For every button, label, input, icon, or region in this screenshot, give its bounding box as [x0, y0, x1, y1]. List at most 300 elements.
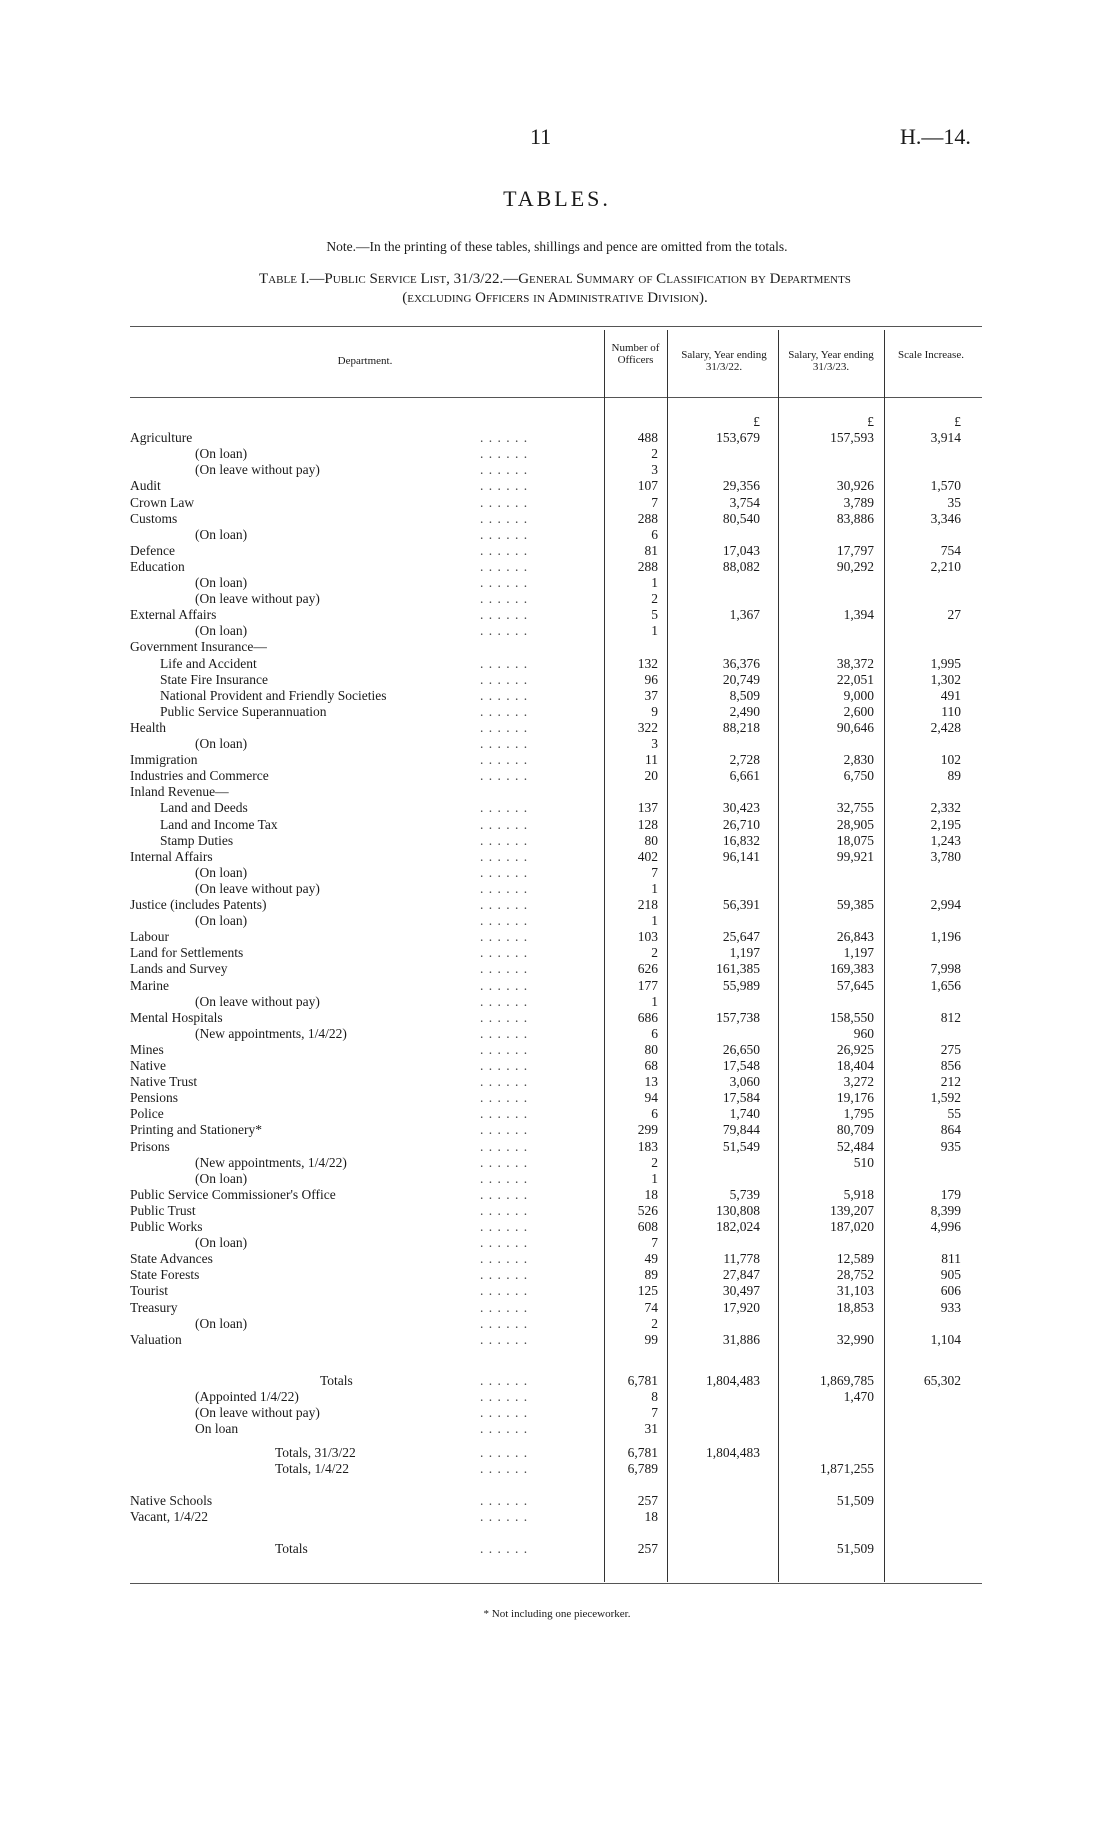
- officer-count: 132: [637, 655, 658, 671]
- table-row: [0, 865, 1114, 881]
- officer-count: 2: [651, 1154, 658, 1170]
- officer-count: 18: [644, 1509, 658, 1524]
- table-row: [0, 559, 1114, 575]
- salary-1923: 18,404: [836, 1058, 874, 1073]
- table-row: [0, 672, 1114, 688]
- table-row: [0, 1251, 1114, 1267]
- salary-1922: 17,920: [722, 1299, 760, 1315]
- table-row: [0, 1316, 1114, 1332]
- officer-count: 7: [651, 864, 658, 880]
- department-name: Agriculture: [130, 430, 193, 446]
- department-name: Totals, 1/4/22: [275, 1461, 350, 1476]
- officer-count: 99: [644, 1331, 658, 1347]
- leader-dots: . . . . . .: [480, 1186, 529, 1202]
- salary-1922: 26,710: [722, 816, 760, 832]
- leader-dots: . . . . . .: [480, 1315, 529, 1331]
- leader-dots: . . . . . .: [480, 1090, 529, 1106]
- table-row: [0, 1235, 1114, 1251]
- leader-dots: . . . . . .: [480, 800, 529, 816]
- header-salary-1922: Salary, Year ending 31/3/22.: [681, 349, 767, 373]
- table-row: [0, 414, 1114, 430]
- officer-count: 137: [637, 800, 658, 816]
- printing-note: Note.—In the printing of these tables, shillings and pence are omitted from the totals.: [326, 239, 788, 254]
- department-name: Public Service Superannuation: [160, 703, 327, 719]
- officer-count: 6,781: [627, 1373, 658, 1388]
- salary-1923: 1,871,255: [820, 1461, 874, 1476]
- document-reference: H.—14.: [900, 124, 971, 149]
- leader-dots: . . . . . .: [480, 446, 529, 462]
- leader-dots: . . . . . .: [480, 1283, 529, 1299]
- department-name: Audit: [130, 478, 161, 494]
- officer-count: 626: [637, 961, 658, 977]
- officer-count: 1: [651, 623, 658, 639]
- officer-count: 37: [644, 687, 658, 703]
- salary-1922: 17,584: [722, 1090, 760, 1106]
- table-row: [0, 833, 1114, 849]
- table-row: [0, 752, 1114, 768]
- leader-dots: . . . . . .: [480, 864, 529, 880]
- leader-dots: . . . . . .: [480, 1251, 529, 1267]
- table-row: [0, 1405, 1114, 1421]
- table-row: [0, 800, 1114, 816]
- scale-increase: 856: [940, 1058, 961, 1073]
- table-row: [0, 784, 1114, 800]
- salary-1923: 18,853: [836, 1299, 874, 1315]
- table-row: [0, 817, 1114, 833]
- salary-1922: 30,423: [722, 800, 760, 816]
- department-name: Mental Hospitals: [130, 1009, 223, 1025]
- table-bottom-rule: [130, 1583, 982, 1584]
- officer-count: 74: [644, 1299, 658, 1315]
- leader-dots: . . . . . .: [480, 526, 529, 542]
- table-row: [0, 1421, 1114, 1437]
- department-name: Lands and Survey: [130, 961, 228, 977]
- officer-count: 299: [637, 1122, 658, 1138]
- leader-dots: . . . . . .: [480, 1461, 529, 1476]
- table-row: [0, 543, 1114, 559]
- leader-dots: . . . . . .: [480, 1421, 529, 1436]
- table-row: [0, 1493, 1114, 1509]
- leader-dots: . . . . . .: [480, 494, 529, 510]
- department-name: Defence: [130, 542, 175, 558]
- department-name: Industries and Commerce: [130, 768, 269, 784]
- leader-dots: . . . . . .: [480, 671, 529, 687]
- table-row: [0, 478, 1114, 494]
- leader-dots: . . . . . .: [480, 993, 529, 1009]
- salary-1922: 1,367: [729, 607, 760, 623]
- scale-increase: 55: [947, 1106, 961, 1122]
- officer-count: 2: [651, 591, 658, 607]
- department-name: Land and Income Tax: [160, 816, 278, 832]
- leader-dots: . . . . . .: [480, 607, 529, 623]
- scale-increase: 812: [940, 1009, 961, 1025]
- table-row: [0, 897, 1114, 913]
- table-row: [0, 1267, 1114, 1283]
- salary-1922: £: [753, 414, 760, 429]
- leader-dots: . . . . . .: [480, 1509, 529, 1524]
- leader-dots: . . . . . .: [480, 575, 529, 590]
- salary-1922: 1,197: [729, 945, 760, 961]
- salary-1923: 51,509: [836, 1493, 874, 1508]
- salary-1923: 80,709: [836, 1122, 874, 1138]
- officer-count: 3: [651, 736, 658, 751]
- department-name: Public Service Commissioner's Office: [130, 1186, 336, 1202]
- table-row: [0, 1090, 1114, 1106]
- scale-increase: 35: [947, 494, 961, 510]
- salary-1923: 51,509: [836, 1541, 874, 1556]
- department-name: Totals: [275, 1541, 308, 1556]
- officer-count: 257: [637, 1493, 658, 1508]
- salary-1922: 1,804,483: [706, 1445, 760, 1460]
- officer-count: 31: [644, 1421, 658, 1436]
- officer-count: 1: [651, 913, 658, 929]
- scale-increase: 1,196: [930, 929, 961, 945]
- officer-count: 68: [644, 1058, 658, 1073]
- table-row: [0, 1332, 1114, 1348]
- department-name: Justice (includes Patents): [130, 897, 267, 912]
- table-row: [0, 1042, 1114, 1058]
- header-bottom-rule: [130, 397, 982, 398]
- salary-1922: 153,679: [716, 430, 760, 446]
- officer-count: 7: [651, 494, 658, 510]
- salary-1922: 26,650: [722, 1041, 760, 1057]
- leader-dots: . . . . . .: [480, 1219, 529, 1234]
- officer-count: 80: [644, 832, 658, 848]
- table-row: [0, 945, 1114, 961]
- leader-dots: . . . . . .: [480, 1138, 529, 1154]
- scale-increase: 2,994: [930, 897, 961, 912]
- officer-count: 9: [651, 703, 658, 719]
- table-row: [0, 994, 1114, 1010]
- header-number-of-officers: Number of Officers: [611, 342, 660, 366]
- table-row: [0, 1026, 1114, 1042]
- leader-dots: . . . . . .: [480, 1025, 529, 1041]
- officer-count: 20: [644, 768, 658, 784]
- salary-1922: 20,749: [722, 671, 760, 687]
- table-row: [0, 575, 1114, 591]
- salary-1922: 31,886: [722, 1331, 760, 1347]
- leader-dots: . . . . . .: [480, 736, 529, 751]
- salary-1923: 510: [853, 1154, 874, 1170]
- salary-1922: 157,738: [716, 1009, 760, 1025]
- salary-1922: 1,740: [729, 1106, 760, 1122]
- salary-1922: 8,509: [729, 687, 760, 703]
- scale-increase: 27: [947, 607, 961, 623]
- officer-count: 2: [651, 1315, 658, 1331]
- salary-1923: 28,905: [836, 816, 874, 832]
- officer-count: 183: [637, 1138, 658, 1154]
- table-row: [0, 1139, 1114, 1155]
- department-name: Native: [130, 1058, 166, 1073]
- department-name: State Forests: [130, 1267, 200, 1283]
- department-name: Land for Settlements: [130, 945, 244, 961]
- table-row: [0, 1171, 1114, 1187]
- scale-increase: 1,243: [930, 832, 961, 848]
- scale-increase: 933: [940, 1299, 961, 1315]
- officer-count: 6: [651, 526, 658, 542]
- table-row: [0, 736, 1114, 752]
- department-name: Mines: [130, 1041, 164, 1057]
- officer-count: 288: [637, 558, 658, 574]
- salary-1922: 88,082: [722, 558, 760, 574]
- table-row: [0, 1203, 1114, 1219]
- officer-count: 103: [637, 929, 658, 945]
- scale-increase: 1,995: [930, 655, 961, 671]
- table-row: [0, 511, 1114, 527]
- salary-1923: 5,918: [843, 1186, 874, 1202]
- leader-dots: . . . . . .: [480, 542, 529, 558]
- officer-count: 6,781: [627, 1445, 658, 1460]
- leader-dots: . . . . . .: [480, 1154, 529, 1170]
- salary-1923: 22,051: [836, 671, 874, 687]
- officer-count: 218: [637, 897, 658, 912]
- salary-1923: 187,020: [830, 1219, 874, 1234]
- scale-increase: 811: [941, 1251, 961, 1267]
- salary-1922: 29,356: [722, 478, 760, 494]
- department-name: (On loan): [195, 913, 248, 929]
- leader-dots: . . . . . .: [480, 1235, 529, 1251]
- leader-dots: . . . . . .: [480, 961, 529, 977]
- officer-count: 488: [637, 430, 658, 446]
- table-row: [0, 1155, 1114, 1171]
- table-row: [0, 1074, 1114, 1090]
- salary-1923: 26,925: [836, 1041, 874, 1057]
- scale-increase: 7,998: [930, 961, 961, 977]
- scale-increase: 864: [940, 1122, 961, 1138]
- page-title: TABLES.: [503, 186, 611, 211]
- officer-count: 11: [645, 752, 658, 768]
- scale-increase: 110: [941, 703, 961, 719]
- table-row: [0, 656, 1114, 672]
- department-name: (On loan): [195, 446, 248, 462]
- officer-count: 1: [651, 575, 658, 590]
- leader-dots: . . . . . .: [480, 913, 529, 929]
- leader-dots: . . . . . .: [480, 1267, 529, 1283]
- department-name: (On leave without pay): [195, 591, 320, 607]
- department-name: Native Schools: [130, 1493, 213, 1508]
- scale-increase: 8,399: [930, 1202, 961, 1218]
- officer-count: 7: [651, 1235, 658, 1251]
- table-row: [0, 527, 1114, 543]
- leader-dots: . . . . . .: [480, 929, 529, 945]
- scale-increase: 3,914: [930, 430, 961, 446]
- salary-1922: 30,497: [722, 1283, 760, 1299]
- salary-1922: 2,728: [729, 752, 760, 768]
- salary-1923: 3,789: [843, 494, 874, 510]
- department-name: (On leave without pay): [195, 993, 320, 1009]
- officer-count: 6: [651, 1025, 658, 1041]
- leader-dots: . . . . . .: [480, 1058, 529, 1073]
- table-row: [0, 961, 1114, 977]
- leader-dots: . . . . . .: [480, 1122, 529, 1138]
- leader-dots: . . . . . .: [480, 768, 529, 784]
- table-row: [0, 929, 1114, 945]
- salary-1923: 26,843: [836, 929, 874, 945]
- salary-1923: 3,272: [843, 1074, 874, 1090]
- salary-1922: 3,060: [729, 1074, 760, 1090]
- salary-1923: 169,383: [830, 961, 874, 977]
- table-row: [0, 978, 1114, 994]
- header-scale-increase: Scale Increase.: [898, 349, 964, 361]
- department-name: Police: [130, 1106, 164, 1122]
- scale-increase: 3,346: [930, 510, 961, 526]
- department-name: Health: [130, 719, 166, 735]
- officer-count: 1: [651, 880, 658, 896]
- leader-dots: . . . . . .: [480, 1493, 529, 1508]
- salary-1923: 1,869,785: [820, 1373, 874, 1388]
- scale-increase: 606: [940, 1283, 961, 1299]
- department-name: Vacant, 1/4/22: [130, 1509, 208, 1524]
- scale-increase: 275: [940, 1041, 961, 1057]
- leader-dots: . . . . . .: [480, 832, 529, 848]
- department-name: State Advances: [130, 1251, 213, 1267]
- department-name: (New appointments, 1/4/22): [195, 1025, 347, 1041]
- table-row: [0, 1122, 1114, 1138]
- salary-1923: 31,103: [836, 1283, 874, 1299]
- department-name: On loan: [195, 1421, 239, 1436]
- table-top-rule: [130, 326, 982, 327]
- department-name: (On loan): [195, 1170, 248, 1186]
- department-name: State Fire Insurance: [160, 671, 268, 687]
- officer-count: 125: [637, 1283, 658, 1299]
- officer-count: 322: [637, 719, 658, 735]
- leader-dots: . . . . . .: [480, 1074, 529, 1090]
- scale-increase: £: [954, 414, 961, 429]
- salary-1923: 90,646: [836, 719, 874, 735]
- scale-increase: 1,302: [930, 671, 961, 687]
- officer-count: 94: [644, 1090, 658, 1106]
- department-name: Government Insurance—: [130, 639, 267, 655]
- table-row: [0, 639, 1114, 655]
- salary-1922: 6,661: [729, 768, 760, 784]
- officer-count: 80: [644, 1041, 658, 1057]
- scale-increase: 2,210: [930, 558, 961, 574]
- salary-1923: 960: [853, 1025, 874, 1041]
- officer-count: 526: [637, 1202, 658, 1218]
- department-name: Inland Revenue—: [130, 784, 229, 800]
- leader-dots: . . . . . .: [480, 430, 529, 446]
- leader-dots: . . . . . .: [480, 1041, 529, 1057]
- salary-1923: 83,886: [836, 510, 874, 526]
- officer-count: 2: [651, 446, 658, 462]
- department-name: Treasury: [130, 1299, 178, 1315]
- table-row: [0, 1373, 1114, 1389]
- scale-increase: 935: [940, 1138, 961, 1154]
- department-name: (On loan): [195, 575, 248, 590]
- leader-dots: . . . . . .: [480, 462, 529, 478]
- leader-dots: . . . . . .: [480, 1405, 529, 1420]
- department-name: Education: [130, 558, 185, 574]
- leader-dots: . . . . . .: [480, 945, 529, 961]
- scale-increase: 1,570: [930, 478, 961, 494]
- department-name: Pensions: [130, 1090, 179, 1106]
- table-row: [0, 1058, 1114, 1074]
- salary-1922: 16,832: [722, 832, 760, 848]
- salary-1922: 5,739: [729, 1186, 760, 1202]
- department-name: National Provident and Friendly Societies: [160, 687, 387, 703]
- department-name: Tourist: [130, 1283, 169, 1299]
- scale-increase: 754: [940, 542, 961, 558]
- officer-count: 18: [644, 1186, 658, 1202]
- leader-dots: . . . . . .: [480, 848, 529, 864]
- leader-dots: . . . . . .: [480, 1373, 529, 1388]
- officer-count: 288: [637, 510, 658, 526]
- leader-dots: . . . . . .: [480, 478, 529, 494]
- leader-dots: . . . . . .: [480, 897, 529, 912]
- officer-count: 177: [637, 977, 658, 993]
- salary-1922: 88,218: [722, 719, 760, 735]
- salary-1922: 80,540: [722, 510, 760, 526]
- table-row: [0, 768, 1114, 784]
- footnote: * Not including one pieceworker.: [483, 1608, 631, 1620]
- salary-1922: 1,804,483: [706, 1373, 760, 1388]
- table-row: [0, 430, 1114, 446]
- table-row: [0, 607, 1114, 623]
- officer-count: 7: [651, 1405, 658, 1420]
- salary-1922: 161,385: [716, 961, 760, 977]
- scale-increase: 491: [940, 687, 961, 703]
- officer-count: 3: [651, 462, 658, 478]
- scale-increase: 905: [940, 1267, 961, 1283]
- table-row: [0, 1445, 1114, 1461]
- department-name: Labour: [130, 929, 169, 945]
- salary-1922: 96,141: [722, 848, 760, 864]
- scale-increase: 1,656: [930, 977, 961, 993]
- table-row: [0, 849, 1114, 865]
- officer-count: 107: [637, 478, 658, 494]
- officer-count: 257: [637, 1541, 658, 1556]
- salary-1923: 6,750: [843, 768, 874, 784]
- department-name: (On loan): [195, 864, 248, 880]
- salary-1923: 2,600: [843, 703, 874, 719]
- officer-count: 128: [637, 816, 658, 832]
- salary-1923: 57,645: [836, 977, 874, 993]
- table-row: [0, 881, 1114, 897]
- scale-increase: 1,592: [930, 1090, 961, 1106]
- salary-1923: 9,000: [843, 687, 874, 703]
- salary-1923: 32,990: [836, 1331, 874, 1347]
- scale-increase: 3,780: [930, 848, 961, 864]
- officer-count: 13: [644, 1074, 658, 1090]
- department-name: (On loan): [195, 1315, 248, 1331]
- officer-count: 6,789: [627, 1461, 658, 1476]
- department-name: Public Works: [130, 1219, 203, 1234]
- leader-dots: . . . . . .: [480, 558, 529, 574]
- officer-count: 6: [651, 1106, 658, 1122]
- leader-dots: . . . . . .: [480, 1170, 529, 1186]
- scale-increase: 65,302: [923, 1373, 961, 1388]
- department-name: Totals: [320, 1373, 353, 1388]
- salary-1922: 17,548: [722, 1058, 760, 1073]
- officer-count: 8: [651, 1389, 658, 1404]
- leader-dots: . . . . . .: [480, 1106, 529, 1122]
- table-title-line-2: (excluding Officers in Administrative Division).: [402, 290, 708, 306]
- department-name: Native Trust: [130, 1074, 198, 1090]
- leader-dots: . . . . . .: [480, 977, 529, 993]
- salary-1922: 2,490: [729, 703, 760, 719]
- header-salary-1923: Salary, Year ending 31/3/23.: [788, 349, 874, 373]
- leader-dots: . . . . . .: [480, 1009, 529, 1025]
- table-row: [0, 1300, 1114, 1316]
- salary-1923: 157,593: [830, 430, 874, 446]
- salary-1922: 56,391: [722, 897, 760, 912]
- salary-1923: 28,752: [836, 1267, 874, 1283]
- table-title: [130, 270, 980, 308]
- leader-dots: . . . . . .: [480, 816, 529, 832]
- salary-1923: 19,176: [836, 1090, 874, 1106]
- department-name: Marine: [130, 977, 169, 993]
- department-name: Internal Affairs: [130, 848, 213, 864]
